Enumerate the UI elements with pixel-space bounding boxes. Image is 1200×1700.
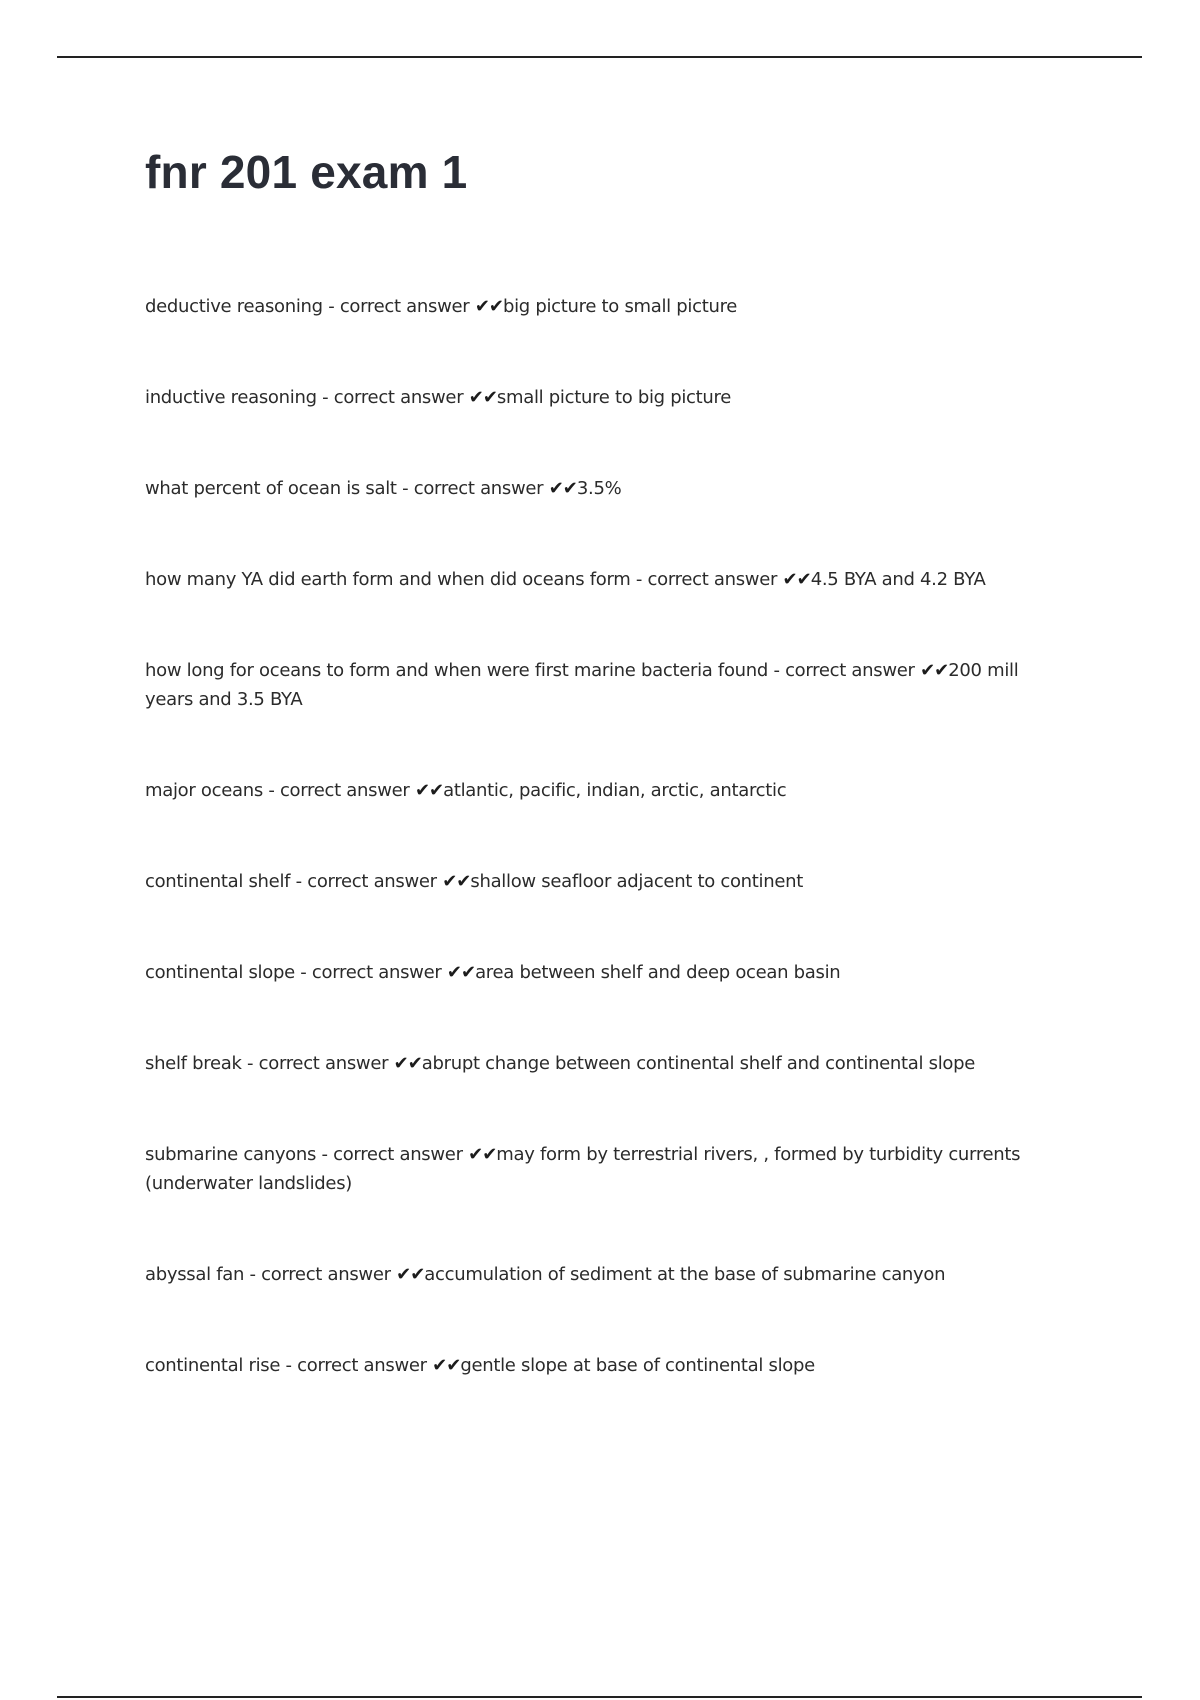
list-item <box>145 776 1065 805</box>
item-separator: - correct answer <box>316 387 469 408</box>
item-answer: area between shelf and deep ocean basin <box>475 962 841 983</box>
check-icon: ✔✔ <box>782 569 811 590</box>
check-icon: ✔✔ <box>432 1355 461 1376</box>
check-icon: ✔✔ <box>446 962 476 983</box>
check-icon: ✔✔ <box>442 871 471 892</box>
item-answer: accumulation of sediment at the base of submarine canyon <box>424 1264 946 1285</box>
item-separator: - correct answer <box>262 780 415 801</box>
check-icon: ✔✔ <box>414 780 444 801</box>
check-icon: ✔✔ <box>548 478 577 499</box>
item-answer: big picture to small picture <box>502 296 738 317</box>
item-answer: may form by terrestrial rivers, , formed by turbidity currents (underwater landslides) <box>145 1144 1021 1194</box>
item-answer: small picture to big picture <box>496 387 731 408</box>
item-answer: abrupt change between continental shelf and continental slope <box>421 1053 976 1074</box>
item-term: continental slope <box>145 962 295 983</box>
item-term: deductive reasoning <box>145 296 323 317</box>
check-icon: ✔✔ <box>468 1144 497 1165</box>
list-item <box>145 383 1065 412</box>
check-icon: ✔✔ <box>920 660 949 681</box>
item-separator: - correct answer <box>294 962 447 983</box>
item-term: shelf break <box>145 1053 242 1074</box>
item-term: submarine canyons <box>145 1144 317 1165</box>
list-item <box>145 1140 1065 1198</box>
list-item <box>145 867 1065 896</box>
list-item <box>145 1049 1065 1078</box>
item-term: what percent of ocean is salt <box>145 478 397 499</box>
item-separator: - correct answer <box>280 1355 433 1376</box>
item-term: continental rise <box>145 1355 281 1376</box>
item-term: how many YA did earth form and when did oceans form <box>145 569 631 590</box>
check-icon: ✔✔ <box>474 296 503 317</box>
item-separator: - correct answer <box>241 1053 394 1074</box>
top-rule <box>57 56 1142 58</box>
item-answer: 200 mill years and 3.5 BYA <box>145 660 1019 710</box>
bottom-rule <box>57 1696 1142 1698</box>
item-term: continental shelf <box>145 871 291 892</box>
item-term: inductive reasoning <box>145 387 317 408</box>
item-separator: - correct answer <box>630 569 783 590</box>
item-answer: gentle slope at base of continental slope <box>460 1355 815 1376</box>
item-answer: 4.5 BYA and 4.2 BYA <box>810 569 986 590</box>
list-item <box>145 958 1065 987</box>
item-separator: - correct answer <box>244 1264 397 1285</box>
check-icon: ✔✔ <box>393 1053 422 1074</box>
item-separator: - correct answer <box>396 478 549 499</box>
check-icon: ✔✔ <box>468 387 497 408</box>
item-separator: - correct answer <box>316 1144 469 1165</box>
item-term: how long for oceans to form and when were first marine bacteria found <box>145 660 769 681</box>
item-term: major oceans <box>145 780 263 801</box>
qa-list <box>145 292 1065 1442</box>
item-term: abyssal fan <box>145 1264 245 1285</box>
check-icon: ✔✔ <box>396 1264 425 1285</box>
list-item <box>145 1351 1065 1380</box>
item-answer: shallow seafloor adjacent to continent <box>470 871 803 892</box>
page-title: fnr 201 exam 1 <box>145 146 468 198</box>
list-item <box>145 474 1065 503</box>
list-item <box>145 656 1065 714</box>
list-item <box>145 292 1065 321</box>
item-answer: 3.5% <box>576 478 622 499</box>
item-separator: - correct answer <box>290 871 443 892</box>
item-answer: atlantic, pacific, indian, arctic, antarctic <box>443 780 787 801</box>
item-separator: - correct answer <box>768 660 921 681</box>
item-separator: - correct answer <box>322 296 475 317</box>
list-item <box>145 1260 1065 1289</box>
list-item <box>145 565 1065 594</box>
